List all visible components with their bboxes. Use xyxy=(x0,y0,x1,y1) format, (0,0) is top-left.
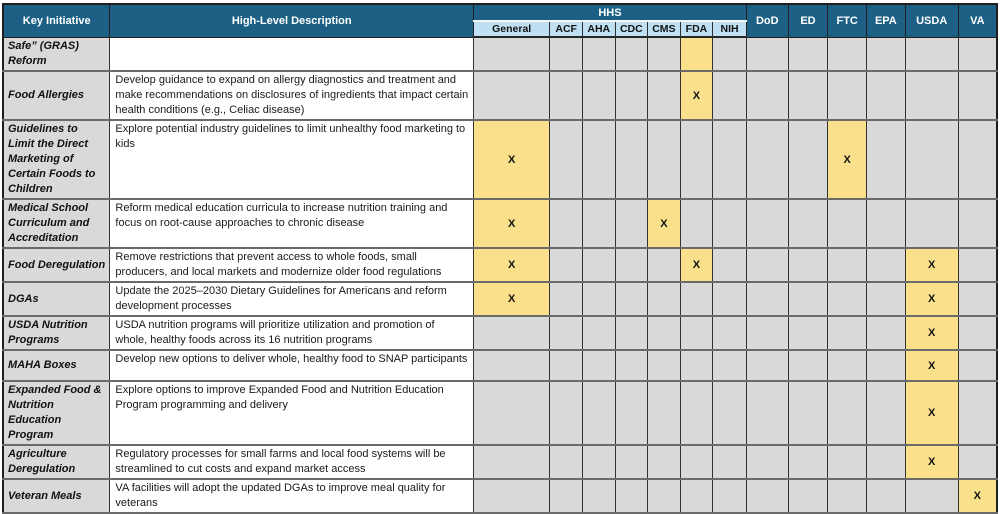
mark-cell-acf xyxy=(550,350,583,381)
mark-cell-acf xyxy=(550,479,583,513)
mark-cell-ftc xyxy=(828,71,867,120)
description-cell: Explore options to improve Expanded Food and Nutrition Education Program programming and delivery xyxy=(110,381,474,445)
mark-cell-ftc xyxy=(828,248,867,282)
mark-cell-epa xyxy=(867,445,906,479)
mark-cell-cdc xyxy=(615,282,648,316)
mark-cell-ed xyxy=(788,316,828,350)
mark-cell-aha xyxy=(582,316,615,350)
mark-cell-ftc xyxy=(828,37,867,71)
mark-cell-usda: X xyxy=(905,248,958,282)
mark-cell-ftc xyxy=(828,282,867,316)
mark-cell-cms xyxy=(648,282,681,316)
mark-cell-cms xyxy=(648,350,681,381)
header-hhs-aha: AHA xyxy=(582,21,615,37)
mark-cell-cdc xyxy=(615,248,648,282)
mark-cell-nih xyxy=(713,445,747,479)
description-cell: Explore potential industry guidelines to limit unhealthy food marketing to kids xyxy=(110,120,474,199)
description-cell xyxy=(110,37,474,71)
mark-cell-cms xyxy=(648,316,681,350)
header-hhs-fda: FDA xyxy=(680,21,713,37)
mark-cell-dod xyxy=(746,479,788,513)
mark-cell-general: X xyxy=(474,282,550,316)
header-hhs-nih: NIH xyxy=(713,21,747,37)
mark-cell-general xyxy=(474,316,550,350)
mark-cell-aha xyxy=(582,37,615,71)
mark-cell-va xyxy=(958,199,997,248)
header-ed: ED xyxy=(788,4,828,37)
mark-cell-cms xyxy=(648,381,681,445)
mark-cell-cdc xyxy=(615,350,648,381)
mark-cell-epa xyxy=(867,199,906,248)
mark-cell-va xyxy=(958,120,997,199)
mark-cell-general: X xyxy=(474,120,550,199)
mark-cell-nih xyxy=(713,120,747,199)
header-description: High-Level Description xyxy=(110,4,474,37)
mark-cell-nih xyxy=(713,71,747,120)
initiative-cell: DGAs xyxy=(3,282,110,316)
mark-cell-ed xyxy=(788,71,828,120)
mark-cell-epa xyxy=(867,350,906,381)
mark-cell-general xyxy=(474,479,550,513)
mark-cell-acf xyxy=(550,282,583,316)
mark-cell-fda xyxy=(680,479,713,513)
initiative-agency-matrix xyxy=(2,3,998,514)
mark-cell-cdc xyxy=(615,71,648,120)
mark-cell-dod xyxy=(746,120,788,199)
mark-cell-dod xyxy=(746,381,788,445)
mark-cell-usda: X xyxy=(905,350,958,381)
table-row xyxy=(3,248,997,282)
mark-cell-dod xyxy=(746,199,788,248)
table-row xyxy=(3,71,997,120)
mark-cell-usda: X xyxy=(905,445,958,479)
mark-cell-ftc: X xyxy=(828,120,867,199)
mark-cell-ftc xyxy=(828,350,867,381)
table-row xyxy=(3,350,997,381)
mark-cell-dod xyxy=(746,71,788,120)
mark-cell-cdc xyxy=(615,120,648,199)
mark-cell-epa xyxy=(867,37,906,71)
initiative-cell: USDA Nutrition Programs xyxy=(3,316,110,350)
mark-cell-epa xyxy=(867,71,906,120)
table-row xyxy=(3,316,997,350)
mark-cell-ftc xyxy=(828,199,867,248)
initiative-cell: Guidelines to Limit the Direct Marketing of Certain Foods to Children xyxy=(3,120,110,199)
table-row xyxy=(3,479,997,513)
header-hhs-group: HHS xyxy=(474,4,747,21)
mark-cell-ed xyxy=(788,350,828,381)
mark-cell-fda: X xyxy=(680,248,713,282)
mark-cell-epa xyxy=(867,120,906,199)
header-ftc: FTC xyxy=(828,4,867,37)
mark-cell-dod xyxy=(746,445,788,479)
mark-cell-ed xyxy=(788,199,828,248)
mark-cell-va: X xyxy=(958,479,997,513)
mark-cell-cms xyxy=(648,445,681,479)
mark-cell-va xyxy=(958,381,997,445)
mark-cell-dod xyxy=(746,282,788,316)
mark-cell-usda xyxy=(905,479,958,513)
mark-cell-ed xyxy=(788,445,828,479)
mark-cell-cms: X xyxy=(648,199,681,248)
mark-cell-dod xyxy=(746,350,788,381)
mark-cell-va xyxy=(958,37,997,71)
table-row xyxy=(3,282,997,316)
mark-cell-nih xyxy=(713,248,747,282)
mark-cell-cdc xyxy=(615,445,648,479)
mark-cell-cdc xyxy=(615,316,648,350)
table-row xyxy=(3,445,997,479)
mark-cell-usda xyxy=(905,120,958,199)
mark-cell-usda: X xyxy=(905,381,958,445)
mark-cell-ed xyxy=(788,282,828,316)
initiative-cell: Safe” (GRAS) Reform xyxy=(3,37,110,71)
mark-cell-ed xyxy=(788,120,828,199)
mark-cell-acf xyxy=(550,120,583,199)
description-cell: Remove restrictions that prevent access to whole foods, small producers, and local markets and modernize older food regulations xyxy=(110,248,474,282)
mark-cell-acf xyxy=(550,71,583,120)
initiative-cell: Agriculture Deregulation xyxy=(3,445,110,479)
mark-cell-aha xyxy=(582,381,615,445)
mark-cell-va xyxy=(958,350,997,381)
mark-cell-general: X xyxy=(474,248,550,282)
mark-cell-dod xyxy=(746,248,788,282)
description-cell: Regulatory processes for small farms and local food systems will be streamlined to cut costs and expand market access xyxy=(110,445,474,479)
mark-cell-aha xyxy=(582,248,615,282)
mark-cell-aha xyxy=(582,199,615,248)
mark-cell-ed xyxy=(788,381,828,445)
mark-cell-fda xyxy=(680,316,713,350)
mark-cell-nih xyxy=(713,381,747,445)
mark-cell-fda xyxy=(680,120,713,199)
description-cell: Reform medical education curricula to increase nutrition training and focus on root-cause approaches to chronic disease xyxy=(110,199,474,248)
table-body xyxy=(3,37,997,513)
header-hhs-cms: CMS xyxy=(648,21,681,37)
initiative-cell: Food Deregulation xyxy=(3,248,110,282)
initiative-cell: MAHA Boxes xyxy=(3,350,110,381)
mark-cell-va xyxy=(958,445,997,479)
mark-cell-acf xyxy=(550,37,583,71)
mark-cell-cms xyxy=(648,71,681,120)
mark-cell-aha xyxy=(582,282,615,316)
mark-cell-dod xyxy=(746,37,788,71)
mark-cell-acf xyxy=(550,316,583,350)
mark-cell-aha xyxy=(582,71,615,120)
header-hhs-cdc: CDC xyxy=(615,21,648,37)
mark-cell-fda xyxy=(680,381,713,445)
mark-cell-epa xyxy=(867,248,906,282)
mark-cell-aha xyxy=(582,350,615,381)
mark-cell-fda xyxy=(680,199,713,248)
mark-cell-cdc xyxy=(615,381,648,445)
mark-cell-ed xyxy=(788,37,828,71)
mark-cell-epa xyxy=(867,479,906,513)
description-cell: Develop guidance to expand on allergy diagnostics and treatment and make recommendations on disclosures of ingredients that impact certain health conditions (e.g., Celiac disease) xyxy=(110,71,474,120)
initiative-cell: Food Allergies xyxy=(3,71,110,120)
header-dod: DoD xyxy=(746,4,788,37)
mark-cell-epa xyxy=(867,381,906,445)
mark-cell-epa xyxy=(867,282,906,316)
mark-cell-acf xyxy=(550,199,583,248)
mark-cell-general xyxy=(474,445,550,479)
table-header xyxy=(3,4,997,37)
header-usda: USDA xyxy=(905,4,958,37)
mark-cell-epa xyxy=(867,316,906,350)
mark-cell-ftc xyxy=(828,381,867,445)
mark-cell-fda: X xyxy=(680,71,713,120)
mark-cell-fda xyxy=(680,445,713,479)
description-cell: VA facilities will adopt the updated DGAs to improve meal quality for veterans xyxy=(110,479,474,513)
header-row-groups xyxy=(3,4,997,21)
mark-cell-general xyxy=(474,37,550,71)
mark-cell-nih xyxy=(713,479,747,513)
mark-cell-acf xyxy=(550,381,583,445)
header-key-initiative: Key Initiative xyxy=(3,4,110,37)
mark-cell-cms xyxy=(648,120,681,199)
mark-cell-nih xyxy=(713,37,747,71)
mark-cell-general: X xyxy=(474,199,550,248)
mark-cell-nih xyxy=(713,199,747,248)
mark-cell-nih xyxy=(713,316,747,350)
mark-cell-acf xyxy=(550,248,583,282)
mark-cell-general xyxy=(474,71,550,120)
mark-cell-cdc xyxy=(615,37,648,71)
mark-cell-cms xyxy=(648,479,681,513)
description-cell: Update the 2025–2030 Dietary Guidelines for Americans and reform development processes xyxy=(110,282,474,316)
mark-cell-general xyxy=(474,350,550,381)
initiative-cell: Medical School Curriculum and Accreditation xyxy=(3,199,110,248)
mark-cell-aha xyxy=(582,479,615,513)
mark-cell-ftc xyxy=(828,445,867,479)
initiative-cell: Expanded Food & Nutrition Education Program xyxy=(3,381,110,445)
header-va: VA xyxy=(958,4,997,37)
mark-cell-nih xyxy=(713,350,747,381)
mark-cell-usda: X xyxy=(905,316,958,350)
mark-cell-va xyxy=(958,316,997,350)
mark-cell-ftc xyxy=(828,316,867,350)
mark-cell-va xyxy=(958,71,997,120)
table-row xyxy=(3,120,997,199)
mark-cell-va xyxy=(958,248,997,282)
mark-cell-cdc xyxy=(615,479,648,513)
mark-cell-cms xyxy=(648,37,681,71)
header-epa: EPA xyxy=(867,4,906,37)
mark-cell-va xyxy=(958,282,997,316)
mark-cell-aha xyxy=(582,445,615,479)
header-hhs-acf: ACF xyxy=(550,21,583,37)
mark-cell-ftc xyxy=(828,479,867,513)
mark-cell-dod xyxy=(746,316,788,350)
mark-cell-ed xyxy=(788,248,828,282)
mark-cell-ed xyxy=(788,479,828,513)
mark-cell-usda xyxy=(905,37,958,71)
header-hhs-general: General xyxy=(474,21,550,37)
mark-cell-cdc xyxy=(615,199,648,248)
description-cell: Develop new options to deliver whole, healthy food to SNAP participants xyxy=(110,350,474,381)
mark-cell-usda xyxy=(905,71,958,120)
mark-cell-usda xyxy=(905,199,958,248)
mark-cell-fda xyxy=(680,37,713,71)
table-row xyxy=(3,199,997,248)
table-row xyxy=(3,381,997,445)
mark-cell-fda xyxy=(680,350,713,381)
table-row xyxy=(3,37,997,71)
mark-cell-nih xyxy=(713,282,747,316)
mark-cell-acf xyxy=(550,445,583,479)
initiative-cell: Veteran Meals xyxy=(3,479,110,513)
mark-cell-cms xyxy=(648,248,681,282)
description-cell: USDA nutrition programs will prioritize utilization and promotion of whole, healthy foods across its 16 nutrition programs xyxy=(110,316,474,350)
mark-cell-aha xyxy=(582,120,615,199)
mark-cell-usda: X xyxy=(905,282,958,316)
mark-cell-general xyxy=(474,381,550,445)
mark-cell-fda xyxy=(680,282,713,316)
